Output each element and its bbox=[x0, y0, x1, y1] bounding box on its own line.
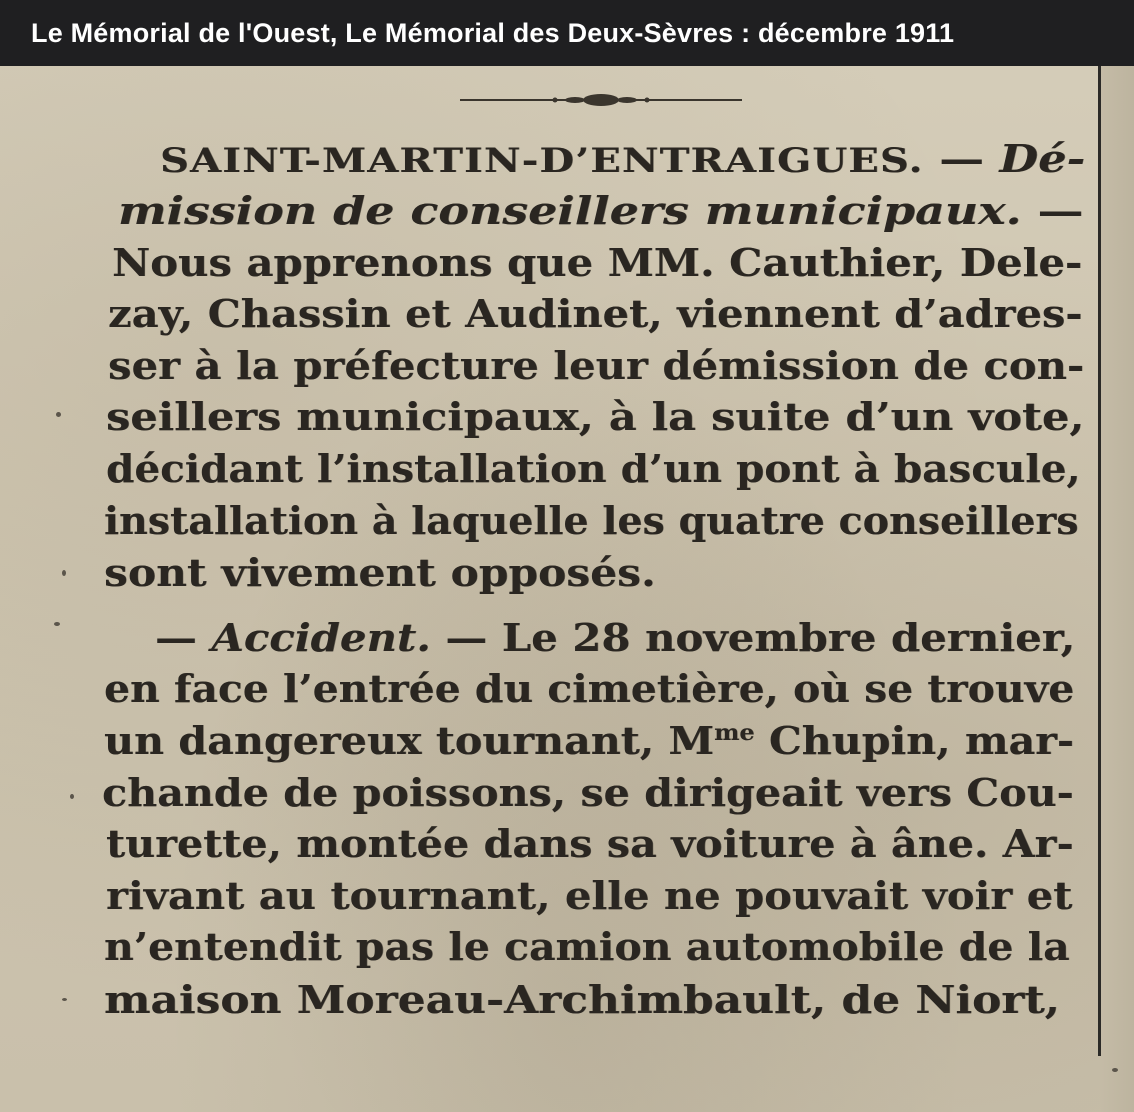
p2-line-1-text: — Le 28 novembre dernier, bbox=[430, 615, 1076, 660]
p2-line-7: n’entendit pas le camion automobile de la bbox=[104, 924, 1070, 969]
subject-heading-end: mission de conseillers municipaux. bbox=[118, 188, 1022, 233]
dash: — bbox=[1021, 188, 1084, 233]
p2-line-2: en face l’entrée du cimetière, où se trouve bbox=[104, 666, 1075, 711]
p1-line-8: installation à laquelle les quatre conseillers bbox=[104, 498, 1079, 543]
p2-line-6: rivant au tournant, elle ne pouvait voir et bbox=[106, 873, 1073, 918]
subject-heading: Accident. bbox=[211, 615, 431, 660]
p2-line-4: chande de poissons, se dirigeait vers Cou- bbox=[102, 770, 1074, 815]
p2-line-5: turette, montée dans sa voiture à âne. Ar- bbox=[106, 821, 1074, 866]
p1-line-6: seillers municipaux, à la suite d’un vote, bbox=[106, 394, 1085, 439]
p2-line-3-a: un dangereux tournant, M bbox=[104, 718, 715, 763]
p1-line-2 bbox=[118, 188, 1084, 233]
subject-heading-start: Dé- bbox=[999, 136, 1086, 181]
superscript: me bbox=[714, 720, 755, 746]
title-bar bbox=[0, 0, 1134, 66]
p1-line-9: sont vivement opposés. bbox=[104, 550, 656, 595]
p1-line-5: ser à la préfecture leur démission de con- bbox=[108, 343, 1085, 388]
right-margin bbox=[1101, 66, 1134, 1112]
p2-line-3-b: Chupin, mar- bbox=[754, 718, 1074, 763]
dash: — bbox=[923, 136, 1000, 181]
document-title: Le Mémorial de l'Ouest, Le Mémorial des Deux-Sèvres : décembre 1911 bbox=[31, 17, 955, 48]
dash: — bbox=[155, 615, 212, 660]
p1-line-1 bbox=[160, 136, 1086, 181]
p2-line-8: maison Moreau-Archimbault, de Niort, bbox=[104, 977, 1060, 1022]
p2-line-3 bbox=[104, 718, 1074, 763]
p1-line-4: zay, Chassin et Audinet, viennent d’adres- bbox=[108, 291, 1083, 336]
p2-line-1 bbox=[155, 615, 1076, 660]
place-heading: SAINT-MARTIN-D’ENTRAIGUES. bbox=[160, 141, 924, 181]
newspaper-scan bbox=[0, 66, 1134, 1112]
p1-line-3: Nous apprenons que MM. Cauthier, Dele- bbox=[112, 240, 1083, 285]
ink-speck bbox=[1112, 1068, 1118, 1072]
p1-line-7: décidant l’installation d’un pont à bascule, bbox=[106, 446, 1081, 491]
article-text bbox=[0, 66, 1100, 1112]
